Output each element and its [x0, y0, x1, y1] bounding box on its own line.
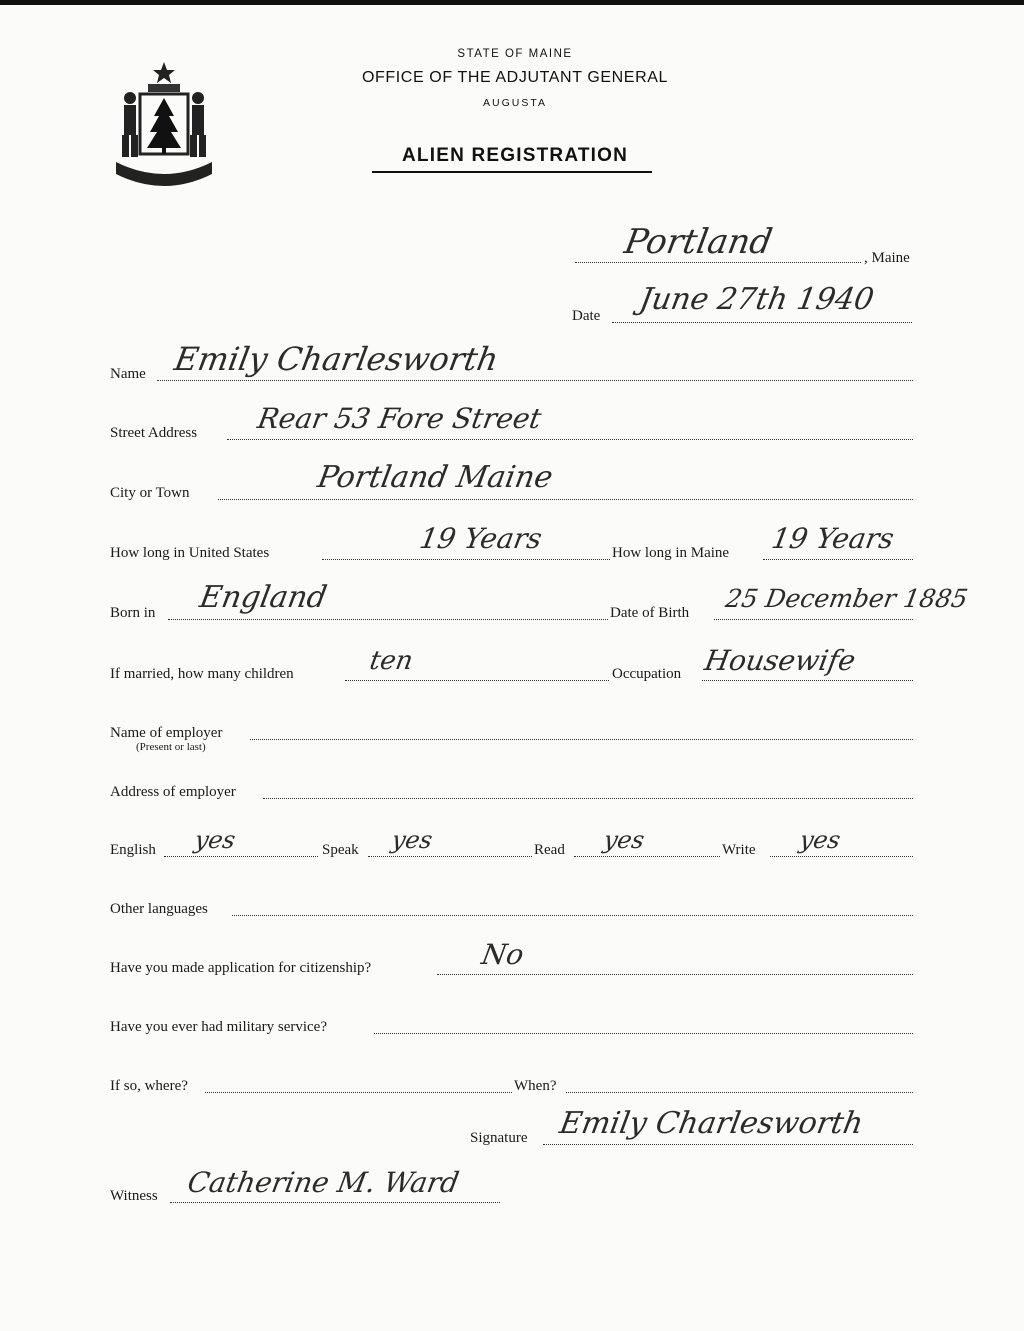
- read-label: Read: [534, 842, 565, 858]
- city-line: [218, 499, 913, 500]
- long-us-value: 19 Years: [417, 522, 545, 555]
- write-value: yes: [797, 826, 843, 854]
- born-in-line: [168, 619, 608, 620]
- state-heading: STATE OF MAINE: [457, 48, 573, 60]
- long-us-line: [322, 559, 610, 560]
- long-maine-line: [763, 559, 913, 560]
- long-maine-label: How long in Maine: [612, 545, 730, 561]
- name-value: Emily Charlesworth: [171, 340, 502, 378]
- occupation-line: [702, 680, 913, 681]
- scan-border: [0, 0, 1024, 5]
- place-value: Portland: [621, 222, 776, 262]
- children-label: If married, how many children: [110, 666, 294, 682]
- born-in-label: Born in: [110, 605, 156, 621]
- where-line: [205, 1092, 512, 1093]
- english-value: yes: [192, 826, 238, 854]
- witness-label: Witness: [110, 1188, 158, 1204]
- employer-address-line: [263, 798, 913, 799]
- employer-address-label: Address of employer: [110, 784, 236, 800]
- occupation-label: Occupation: [612, 666, 682, 682]
- street-label: Street Address: [110, 425, 198, 441]
- occupation-value: Housewife: [702, 644, 859, 677]
- dob-label: Date of Birth: [610, 605, 690, 621]
- english-label: English: [110, 842, 156, 858]
- long-us-label: How long in United States: [110, 545, 270, 561]
- place-suffix-label: , Maine: [864, 250, 910, 266]
- dob-line: [714, 619, 913, 620]
- date-line: [612, 322, 912, 323]
- street-value: Rear 53 Fore Street: [255, 402, 544, 435]
- name-line: [157, 380, 913, 381]
- witness-value: Catherine M. Ward: [185, 1166, 462, 1199]
- long-maine-value: 19 Years: [769, 522, 897, 555]
- other-languages-label: Other languages: [110, 901, 208, 917]
- city-value: Portland Maine: [314, 460, 556, 495]
- when-label: When?: [514, 1078, 557, 1094]
- speak-value: yes: [389, 826, 435, 854]
- place-line: [575, 262, 861, 263]
- street-line: [227, 439, 913, 440]
- witness-line: [170, 1202, 500, 1203]
- children-value: ten: [367, 646, 416, 676]
- military-label: Have you ever had military service?: [110, 1019, 327, 1035]
- citizenship-label: Have you made application for citizenship?: [110, 960, 372, 976]
- dob-value: 25 December 1885: [723, 584, 970, 613]
- employer-note: (Present or last): [136, 741, 206, 753]
- military-line: [374, 1033, 913, 1034]
- date-value: June 27th 1940: [636, 282, 877, 317]
- citizenship-line: [437, 974, 913, 975]
- date-label: Date: [572, 308, 601, 324]
- english-line: [164, 856, 318, 857]
- form-title: ALIEN REGISTRATION: [401, 145, 629, 166]
- write-label: Write: [722, 842, 756, 858]
- read-value: yes: [601, 826, 647, 854]
- signature-line: [543, 1144, 913, 1145]
- born-in-value: England: [196, 580, 330, 615]
- employer-label: Name of employer: [110, 725, 223, 741]
- signature-value: Emily Charlesworth: [556, 1106, 866, 1141]
- city-label: City or Town: [110, 485, 190, 501]
- write-line: [770, 856, 913, 857]
- read-line: [574, 856, 720, 857]
- children-line: [345, 680, 609, 681]
- where-label: If so, where?: [110, 1078, 188, 1094]
- title-underline: [372, 171, 652, 173]
- speak-label: Speak: [322, 842, 359, 858]
- name-label: Name: [110, 366, 146, 382]
- other-languages-line: [232, 915, 913, 916]
- speak-line: [368, 856, 532, 857]
- office-heading: OFFICE OF THE ADJUTANT GENERAL: [361, 69, 669, 86]
- when-line: [566, 1092, 913, 1093]
- signature-label: Signature: [470, 1130, 528, 1146]
- employer-line: [250, 739, 913, 740]
- citizenship-value: No: [479, 938, 527, 971]
- state-seal-icon: [108, 58, 220, 190]
- city-heading: AUGUSTA: [483, 97, 547, 109]
